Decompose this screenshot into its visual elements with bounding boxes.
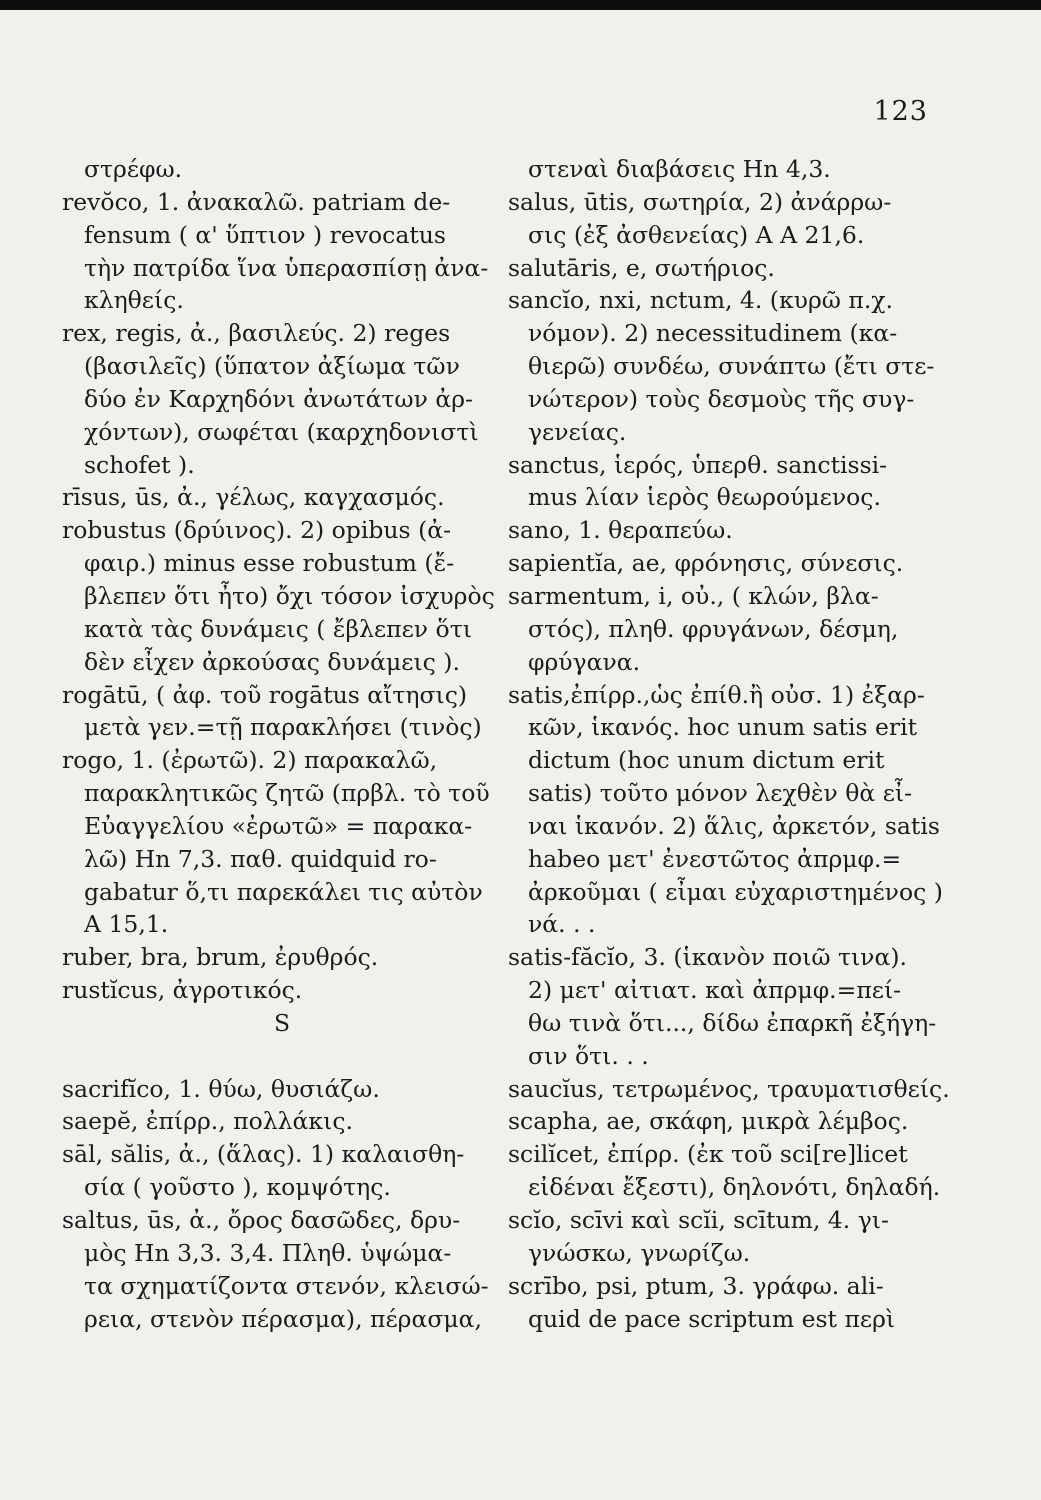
- entry-continuation-line: Εὐαγγελίου «ἐρωτῶ» = παρακα-: [84, 811, 473, 840]
- scan-top-border: [0, 0, 1041, 10]
- entry-headword-line: sano, 1. θεραπεύω.: [508, 516, 733, 545]
- section-heading: S: [273, 1008, 291, 1037]
- entry-continuation-line: ναι ἱκανόν. 2) ἅλις, ἀρκετόν, satis: [528, 811, 940, 840]
- entry-headword-line: salutāris, e, σωτήριος.: [508, 253, 775, 282]
- entry-headword-line: satis,ἐπίρρ.,ὡς ἐπίθ.ἢ οὐσ. 1) ἐξαρ-: [508, 680, 925, 709]
- entry-continuation-line: θω τινὰ ὅτι..., δίδω ἐπαρκῆ ἐξήγη-: [528, 1008, 937, 1037]
- entry-continuation-line: φρύγανα.: [528, 647, 641, 676]
- entry-headword-line: saepĕ, ἐπίρρ., πολλάκις.: [62, 1107, 353, 1136]
- entry-continuation-line: dictum (hoc unum dictum erit: [528, 746, 885, 775]
- entry-continuation-line: quid de pace scriptum est περὶ: [528, 1304, 896, 1333]
- entry-headword-line: sapientĭa, ae, φρόνησις, σύνεσις.: [508, 549, 904, 578]
- entry-continuation-line: νόμον). 2) necessitudinem (κα-: [528, 319, 898, 348]
- entry-headword-line: sarmentum, i, οὐ., ( κλών, βλα-: [508, 581, 879, 610]
- entry-headword-line: rustĭcus, ἀγροτικός.: [62, 976, 303, 1005]
- entry-headword-line: robustus (δρύινος). 2) opibus (ἀ-: [62, 516, 452, 545]
- entry-continuation-line: τα σχηματίζοντα στενόν, κλεισώ-: [84, 1271, 489, 1300]
- entry-headword-line: scrībo, psi, ptum, 3. γράφω. ali-: [508, 1271, 884, 1300]
- entry-continuation-line: σιν ὅτι. . .: [528, 1041, 649, 1070]
- entry-continuation-line: λῶ) Ηn 7,3. παθ. quidquid ro-: [84, 844, 437, 873]
- entry-continuation-line: χόντων), σωφέται (καρχηδονιστὶ: [84, 417, 479, 446]
- entry-headword-line: scĭo, scīvi καὶ scĭi, scītum, 4. γι-: [508, 1206, 889, 1234]
- entry-continuation-line: βλεπεν ὅτι ἦτο) ὄχι τόσον ἰσχυρὸς: [84, 581, 495, 610]
- entry-headword-line: sanctus, ἱερός, ὑπερθ. sanctissi-: [508, 450, 888, 479]
- entry-continuation-line: σις (ἐξ ἀσθενείας) A A 21,6.: [528, 220, 865, 249]
- entry-continuation-line: 2) μετ' αἰτιατ. καὶ ἀπρμφ.=πεί-: [528, 976, 902, 1005]
- entry-continuation-line: γνώσκω, γνωρίζω.: [528, 1238, 751, 1267]
- entry-continuation-line: habeo μετ' ἐνεστῶτος ἀπρμφ.=: [528, 844, 902, 873]
- left-column: [62, 153, 502, 1335]
- entry-headword-line: saucĭus, τετρωμένος, τραυματισθείς.: [508, 1074, 950, 1103]
- entry-continuation-line: ἀρκοῦμαι ( εἶμαι εὐχαριστημένος ): [528, 877, 943, 906]
- entry-headword-line: sacrifĭco, 1. θύω, θυσιάζω.: [62, 1074, 380, 1103]
- entry-headword-line: rīsus, ūs, ἀ., γέλως, καγχασμός.: [62, 483, 445, 512]
- entry-headword-line: rogo, 1. (ἐρωτῶ). 2) παρακαλῶ,: [62, 746, 438, 775]
- entry-continuation-line: gabatur ὅ,τι παρεκάλει τις αὐτὸν: [84, 877, 483, 906]
- page-number: 123: [873, 96, 928, 127]
- right-column: [508, 153, 950, 1335]
- entry-headword-line: sāl, sălis, ἀ., (ἅλας). 1) καλαισθη-: [62, 1140, 465, 1169]
- entry-headword-line: rogātū, ( ἀφ. τοῦ rogātus αἴτησις): [62, 680, 468, 709]
- entry-continuation-line: A 15,1.: [84, 910, 169, 939]
- entry-continuation-line: φαιρ.) minus esse robustum (ἔ-: [84, 549, 455, 578]
- entry-headword-line: salus, ūtis, σωτηρία, 2) ἀνάρρω-: [508, 187, 892, 216]
- entry-headword-line: revŏco, 1. ἀνακαλῶ. patriam de-: [62, 187, 451, 216]
- entry-headword-line: scilĭcet, ἐπίρρ. (ἐκ τοῦ sci[re]licet: [508, 1140, 908, 1169]
- entry-continuation-line: κατὰ τὰς δυνάμεις ( ἔβλεπεν ὅτι: [84, 614, 472, 643]
- entry-continuation-line: satis) τοῦτο μόνον λεχθὲν θὰ εἶ-: [528, 779, 913, 808]
- entry-continuation-line: γενείας.: [528, 417, 627, 446]
- entry-continuation-line: κῶν, ἱκανός. hoc unum satis erit: [528, 713, 918, 742]
- entry-continuation-line: παρακλητικῶς ζητῶ (πρβλ. τὸ τοῦ: [84, 779, 490, 808]
- entry-continuation-line: μὸς Ηn 3,3. 3,4. Πληθ. ὑψώμα-: [84, 1238, 452, 1267]
- entry-continuation-line: fensum ( α' ὕπτιον ) revocatus: [84, 220, 446, 249]
- entry-continuation-line: σία ( γοῦστο ), κομψότης.: [84, 1173, 391, 1202]
- entry-continuation-line: στός), πληθ. φρυγάνων, δέσμη,: [528, 614, 899, 643]
- entry-continuation-line: schofet ).: [84, 450, 195, 479]
- entry-headword-line: ruber, bra, brum, ἐρυθρός.: [62, 943, 379, 972]
- entry-continuation-line: στεναὶ διαβάσεις Ηn 4,3.: [528, 155, 831, 183]
- entry-continuation-line: (βασιλεῖς) (ὕπατον ἀξίωμα τῶν: [84, 352, 460, 381]
- entry-continuation-line: μετὰ γεν.=τῇ παρακλήσει (τινὸς): [84, 713, 482, 742]
- entry-headword-line: rex, regis, ἀ., βασιλεύς. 2) reges: [62, 319, 451, 348]
- entry-continuation-line: τὴν πατρίδα ἵνα ὑπερασπίσῃ ἀνα-: [84, 253, 489, 282]
- entry-continuation-line: νώτερον) τοὺς δεσμοὺς τῆς συγ-: [528, 384, 915, 413]
- entry-continuation-line: δὲν εἶχεν ἀρκούσας δυνάμεις ).: [84, 647, 460, 676]
- entry-headword-line: scapha, ae, σκάφη, μικρὰ λέμβος.: [508, 1107, 909, 1136]
- entry-headword-line: sancĭo, nxi, nctum, 4. (κυρῶ π.χ.: [508, 286, 894, 315]
- entry-continuation-line: νά. . .: [528, 910, 596, 939]
- entry-headword-line: satis-făcĭo, 3. (ἱκανὸν ποιῶ τινα).: [508, 943, 907, 972]
- entry-continuation-line: κληθείς.: [84, 286, 184, 315]
- entry-continuation-line: δύο ἐν Καρχηδόνι ἀνωτάτων ἀρ-: [84, 384, 473, 413]
- entry-continuation-line: ρεια, στενὸν πέρασμα), πέρασμα,: [84, 1304, 482, 1333]
- entry-continuation-line: εἰδέναι ἔξεστι), δηλονότι, δηλαδή.: [528, 1173, 941, 1202]
- entry-headword-line: saltus, ūs, ἀ., ὄρος δασῶδες, δρυ-: [62, 1206, 461, 1234]
- entry-continuation-line: στρέφω.: [84, 155, 183, 183]
- section-gap: [62, 1040, 502, 1073]
- entry-continuation-line: mus λίαν ἱερὸς θεωρούμενος.: [528, 483, 881, 512]
- entry-continuation-line: θιερῶ) συνδέω, συνάπτω (ἔτι στε-: [528, 352, 935, 381]
